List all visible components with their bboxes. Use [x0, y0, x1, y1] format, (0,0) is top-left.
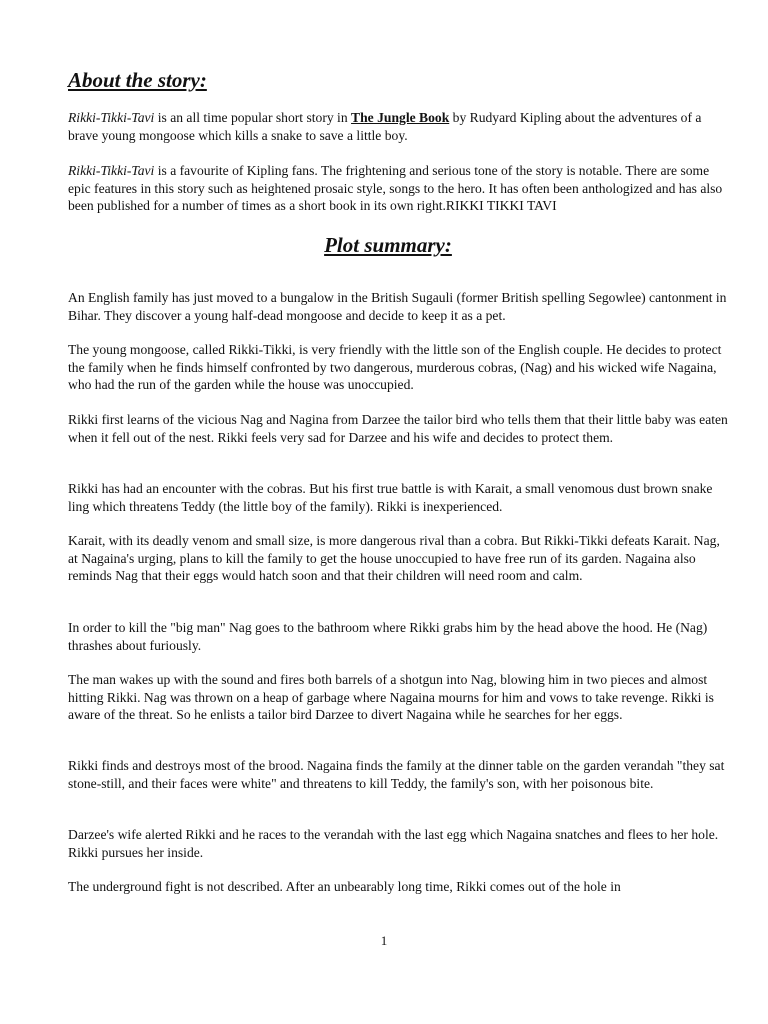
story-title-italic: Rikki-Tikki-Tavi — [68, 110, 155, 125]
about-paragraph-2 — [68, 162, 728, 215]
story-title-italic: Rikki-Tikki-Tavi — [68, 163, 155, 178]
plot-summary-heading: Plot summary: — [324, 233, 452, 257]
plot-paragraph: Rikki first learns of the vicious Nag and Nagina from Darzee the tailor bird who tells them that their little baby was eaten when it fell out of the nest. Rikki feels very sad for Darzee and his wife and decides to protect them. — [68, 412, 728, 445]
about-p1-text-a: is an all time popular short story in — [154, 110, 352, 125]
plot-paragraph: Rikki has had an encounter with the cobras. But his first true battle is with Karait, a small venomous dust brown snake ling which threatens Teddy (the little boy of the family). Rikki is inexperienced. — [68, 481, 713, 514]
plot-paragraph: The man wakes up with the sound and fires both barrels of a shotgun into Nag, blowing him in two pieces and almost hitting Rikki. Nag was thrown on a heap of garbage where Nagaina mourns for him and vows to take revenge. Rikki is aware of the threat. So he enlists a tailor bird Darzee to divert Nagaina while he searches for her eggs. — [68, 672, 714, 722]
plot-paragraph: Darzee's wife alerted Rikki and he races to the verandah with the last egg which Nagaina snatches and flees to her hole. Rikki pursues her inside. — [68, 827, 719, 860]
plot-paragraph: In order to kill the "big man" Nag goes to the bathroom where Rikki grabs him by the head above the hood. He (Nag) thrashes about furiously. — [68, 620, 708, 653]
about-paragraph-1 — [68, 109, 728, 144]
plot-paragraph: Karait, with its deadly venom and small size, is more dangerous rival than a cobra. But Rikki-Tikki defeats Karait. Nag, at Nagaina's urging, plans to kill the family to get the house unoccupied to have free run of its garden. Nagaina also reminds Nag that their eggs would hatch soon and that their children will need room and calm. — [68, 533, 720, 583]
plot-paragraph: Rikki finds and destroys most of the brood. Nagaina finds the family at the dinner table on the garden verandah "they sat stone-still, and their faces were white" and threatens to kill Teddy, the family's son, with her poisonous bite. — [68, 758, 725, 791]
about-p2-text: is a favourite of Kipling fans. The frightening and serious tone of the story is notable. There are some epic features in this story such as heightened prosaic style, songs to the hero. It has often been anthologized and has also been published for a number of times as a short book in its own right.RIKKI TIKKI TAVI — [68, 163, 723, 213]
plot-paragraph: The underground fight is not described. After an unbearably long time, Rikki comes out of the hole in — [68, 879, 621, 894]
plot-paragraph: An English family has just moved to a bungalow in the British Sugauli (former British spelling Segowlee) cantonment in Bihar. They discover a young half-dead mongoose and decide to keep it as a pet. — [68, 290, 727, 323]
about-heading: About the story: — [68, 68, 207, 92]
page-number: 1 — [380, 933, 388, 948]
plot-paragraph: The young mongoose, called Rikki-Tikki, is very friendly with the little son of the English couple. He decides to protect the family when he finds himself confronted by two dangerous, murderous cobras, (Nag) and his wicked wife Nagaina, who had the run of the garden while the house was unoccupied. — [68, 342, 722, 392]
about-p1-text-b: by Rudyard Kipling about the adventures of a brave young mongoose which kills a snake to save a little boy. — [68, 110, 702, 143]
jungle-book-link: The Jungle Book — [351, 110, 450, 125]
